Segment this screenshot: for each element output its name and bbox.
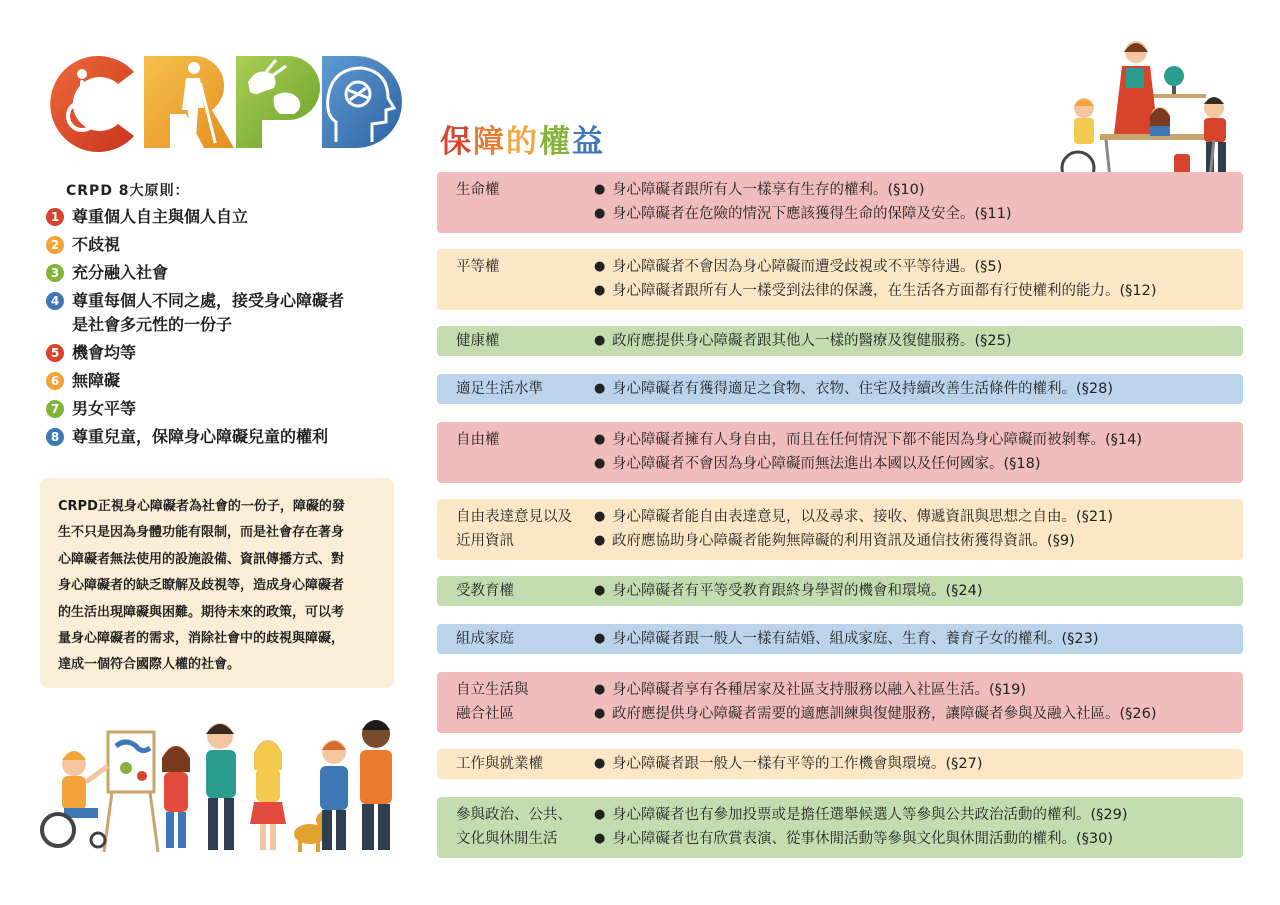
right-item [594, 428, 1243, 452]
title-char: 權 [539, 124, 572, 160]
right-name: 自由表達意見以及 近用資訊 [456, 509, 572, 549]
title-char: 保 [440, 124, 473, 160]
boy-figure [206, 723, 236, 850]
right-row [437, 749, 1243, 779]
principle-text: 尊重每個人不同之處，接受身心障礙者 是社會多元性的一份子 [72, 291, 345, 334]
right-item [594, 678, 1243, 702]
principle-text: 機會均等 [72, 343, 137, 362]
principle-text: 尊重個人自主與個人自立 [72, 207, 249, 226]
principle-item [46, 261, 406, 285]
shelf [1146, 94, 1206, 98]
right-item [594, 529, 1243, 553]
right-item-text: 身心障礙者不會因為身心障礙而遭受歧視或不平等待遇。(§5) [612, 259, 1003, 275]
right-item-text: 身心障礙者跟一般人一樣有平等的工作機會與環境。(§27) [612, 756, 983, 772]
bullet-icon: ● [594, 432, 606, 447]
right-row [437, 797, 1243, 858]
right-items [592, 752, 1243, 779]
right-item-text: 身心障礙者能自由表達意見，以及尋求、接收、傳遞資訊與思想之自由。(§21) [612, 509, 1114, 525]
bullet-icon: ● [594, 456, 606, 471]
right-item-text: 身心障礙者在危險的情況下應該獲得生命的保障及安全。(§11) [612, 206, 1012, 222]
principle-text: 充分融入社會 [72, 263, 169, 282]
bullet-icon: ● [594, 283, 606, 298]
info-text-line: 的生活出現障礙與困難。期待未來的政策，可以考 [58, 604, 345, 620]
title-char: 的 [506, 124, 539, 160]
principle-text: 不歧視 [72, 235, 121, 254]
right-items [592, 178, 1243, 233]
right-row [437, 249, 1243, 310]
rights-section-title [440, 116, 605, 161]
principle-text: 尊重兒童，保障身心障礙兒童的權利 [72, 427, 329, 446]
right-item-text: 身心障礙者有平等受教育跟終身學習的機會和環境。(§24) [612, 583, 983, 599]
bullet-icon: ● [594, 182, 606, 197]
principle-item [46, 233, 406, 257]
globe-icon [1164, 66, 1184, 94]
right-items [592, 255, 1243, 310]
right-item-text: 身心障礙者跟一般人一樣有結婚、組成家庭、生育、養育子女的權利。(§23) [612, 631, 1099, 647]
backpack-icon [1174, 154, 1190, 174]
right-item-text: 政府應提供身心障礙者跟其他人一樣的醫療及復健服務。(§25) [612, 333, 1012, 349]
principle-number-badge: 2 [46, 236, 64, 254]
right-item [594, 329, 1243, 353]
crpd-logo-graphic [36, 52, 416, 152]
right-items [592, 803, 1243, 858]
bullet-icon: ● [594, 706, 606, 721]
girl-figure [162, 746, 190, 848]
info-text-line: 達成一個符合國際人權的社會。 [58, 657, 241, 673]
student-boy-figure [1204, 97, 1226, 178]
principle-number-badge: 4 [46, 292, 64, 310]
principles-list [46, 205, 406, 453]
right-item-text: 政府應協助身心障礙者能夠無障礙的利用資訊及通信技術獲得資訊。(§9) [612, 533, 1075, 549]
right-row [437, 374, 1243, 404]
principle-number-badge: 1 [46, 208, 64, 226]
title-char: 障 [473, 124, 506, 160]
wheelchair-painter-figure [42, 751, 108, 847]
right-name: 適足生活水準 [456, 381, 543, 397]
man-figure [320, 740, 348, 850]
student-girl-figure [1150, 107, 1170, 136]
principle-item [46, 205, 406, 229]
right-item-text: 身心障礙者享有各種居家及社區支持服務以融入社區生活。(§19) [612, 682, 1027, 698]
right-row [437, 326, 1243, 356]
right-item [594, 452, 1243, 476]
right-name: 自由權 [456, 432, 500, 448]
bullet-icon: ● [594, 509, 606, 524]
right-name: 受教育權 [456, 583, 514, 599]
right-item-text: 身心障礙者跟所有人一樣受到法律的保護，在生活各方面都有行使權利的能力。(§12) [612, 283, 1157, 299]
bullet-icon: ● [594, 259, 606, 274]
right-items [592, 678, 1243, 733]
right-item-text: 身心障礙者也有欣賞表演、從事休閒活動等參與文化與休閒活動的權利。(§30) [612, 831, 1114, 847]
crpd-logo [36, 52, 416, 152]
right-items [592, 329, 1243, 356]
right-row [437, 672, 1243, 733]
principle-item [46, 289, 406, 337]
right-row [437, 172, 1243, 233]
classroom-illustration [1050, 38, 1240, 188]
info-text-line: 生不只是因為身體功能有限制，而是社會存在著身 [58, 525, 345, 541]
right-item [594, 255, 1243, 279]
right-item [594, 279, 1243, 303]
right-item-text: 身心障礙者也有參加投票或是擔任選舉候選人等參與公共政治活動的權利。(§29) [612, 807, 1128, 823]
right-item [594, 827, 1243, 851]
info-text-line: CRPD正視身心障礙者為社會的一份子，障礙的發 [58, 499, 345, 514]
principle-number-badge: 6 [46, 372, 64, 390]
right-item [594, 579, 1243, 603]
right-row [437, 624, 1243, 654]
bullet-icon: ● [594, 807, 606, 822]
right-items [592, 428, 1243, 483]
right-name: 參與政治、公共、 文化與休閒生活 [456, 807, 572, 847]
right-name: 健康權 [456, 333, 500, 349]
right-item [594, 505, 1243, 529]
right-item [594, 752, 1243, 776]
right-item [594, 202, 1243, 226]
right-row [437, 499, 1243, 560]
principle-number-badge: 3 [46, 264, 64, 282]
principle-item [46, 341, 406, 365]
bullet-icon: ● [594, 682, 606, 697]
right-name: 工作與就業權 [456, 756, 543, 772]
right-item [594, 803, 1243, 827]
right-items [592, 579, 1243, 606]
principle-text: 男女平等 [72, 399, 137, 418]
blonde-girl-figure [250, 740, 286, 850]
bullet-icon: ● [594, 381, 606, 396]
right-name: 平等權 [456, 259, 500, 275]
right-item-text: 身心障礙者有獲得適足之食物、衣物、住宅及持續改善生活條件的權利。(§28) [612, 381, 1114, 397]
crpd-info-box [40, 478, 394, 688]
bullet-icon: ● [594, 831, 606, 846]
info-text-line: 身心障礙者的缺乏瞭解及歧視等，造成身心障礙者 [58, 578, 345, 594]
principle-text: 無障礙 [72, 371, 121, 390]
right-items [592, 377, 1243, 404]
principle-item [46, 397, 406, 421]
bullet-icon: ● [594, 206, 606, 221]
principle-item [46, 369, 406, 393]
right-row [437, 576, 1243, 606]
right-item [594, 627, 1243, 651]
principle-number-badge: 7 [46, 400, 64, 418]
right-item-text: 身心障礙者不會因為身心障礙而無法進出本國以及任何國家。(§18) [612, 456, 1041, 472]
bullet-icon: ● [594, 533, 606, 548]
right-item [594, 702, 1243, 726]
right-item [594, 178, 1243, 202]
right-name: 組成家庭 [456, 631, 514, 647]
bullet-icon: ● [594, 631, 606, 646]
principles-title: CRPD 8大原則： [66, 183, 190, 199]
right-items [592, 627, 1243, 654]
right-item-text: 政府應提供身心障礙者需要的適應訓練與復健服務，讓障礙者參與及融入社區。(§26) [612, 706, 1157, 722]
principle-number-badge: 5 [46, 344, 64, 362]
principle-number-badge: 8 [46, 428, 64, 446]
easel-icon [104, 732, 158, 852]
title-char: 益 [572, 124, 605, 160]
tall-man-figure [360, 720, 392, 850]
principle-item [46, 425, 406, 449]
bullet-icon: ● [594, 333, 606, 348]
right-name: 生命權 [456, 182, 500, 198]
info-text-line: 心障礙者無法使用的設施設備、資訊傳播方式、對 [58, 551, 345, 567]
right-items [592, 505, 1243, 560]
right-item [594, 377, 1243, 401]
diverse-people-illustration [28, 712, 408, 858]
right-item-text: 身心障礙者跟所有人一樣享有生存的權利。(§10) [612, 182, 925, 198]
bullet-icon: ● [594, 756, 606, 771]
right-row [437, 422, 1243, 483]
bullet-icon: ● [594, 583, 606, 598]
right-item-text: 身心障礙者擁有人身自由，而且在任何情況下都不能因為身心障礙而被剝奪。(§14) [612, 432, 1143, 448]
right-name: 自立生活與 融合社區 [456, 682, 529, 722]
info-text-line: 量身心障礙者的需求，消除社會中的歧視與障礙， [58, 631, 345, 647]
